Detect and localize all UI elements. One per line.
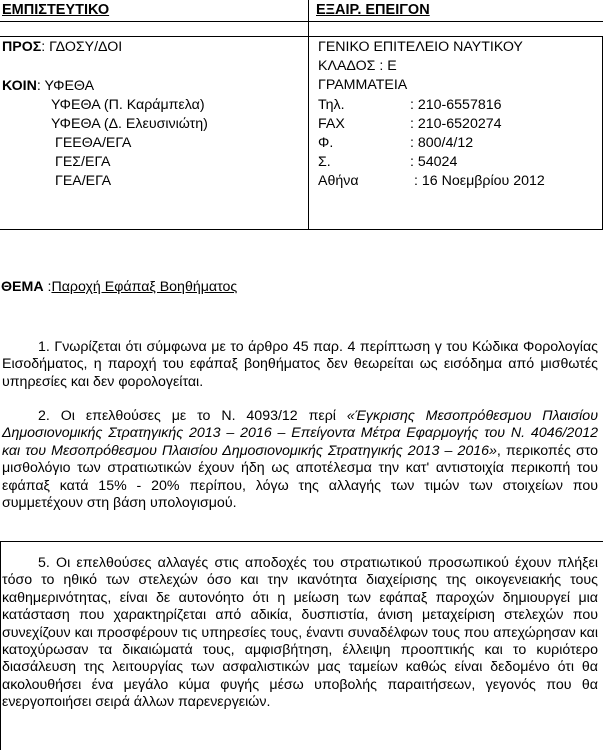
- fax-label: FAX: [318, 116, 345, 132]
- phone-label: Τηλ.: [318, 97, 345, 113]
- table-top-border: [0, 36, 603, 37]
- subject-text: Παροχή Εφάπαξ Βοηθήματος: [51, 279, 238, 295]
- phone-value: : 210-6557816: [410, 97, 502, 113]
- sender-org: ΓΕΝΙΚΟ ΕΠΙΤΕΛΕΙΟ ΝΑΥΤΙΚΟΥ: [318, 39, 523, 55]
- paragraph-text: Γνωρίζεται ότι σύμφωνα με το άρθρο 45 παρ. 4 περίπτωση γ του Κώδικα Φορολογίας Εισοδήματος, η παροχή του εφάπαξ βοηθήματος δεν θεωρείται ως εισόδημα από μισθωτές υπηρεσίες και δεν φορολογείται.: [2, 339, 598, 390]
- urgency-label: ΕΞΑΙΡ. ΕΠΕΙΓΟΝ: [316, 2, 430, 18]
- cc-line: [2, 77, 94, 96]
- classification-label: ΕΜΠΙΣΤΕΥΤΙΚΟ: [2, 2, 110, 18]
- paragraph-text: Οι επελθούσες με το Ν. 4093/12 περί: [49, 408, 347, 424]
- ref-label: Σ.: [318, 154, 331, 170]
- paragraph-number: 5.: [38, 555, 50, 571]
- to-value: : ΓΔΟΣΥ/ΔΟΙ: [41, 39, 123, 55]
- cc-item: : ΥΦΕΘΑ: [36, 78, 95, 94]
- paragraph-5: [2, 555, 598, 712]
- paragraph-text: Οι επελθούσες αλλαγές στις αποδοχές του στρατιωτικού προσωπικού έχουν πλήξει τόσο το ηθικό των στελεχών όσο και την ικανότητα διαχείρισης της οικογενειακής τους καθημερινότητας, είναι δε αυτονόητο ότι η μείωση των εφάπαξ παροχών δημιουργεί μια κατάσταση που χαρακτηρίζεται από αδικία, δυσπιστία, άνιση μεταχείριση στελεχών που συνεχίζουν και προσφέρουν τις υπηρεσίες τους, έναντι συναδέλφων τους που απεχώρησαν και κατοχύρωσαν τα δικαιώματά τους, αμφισβήτηση, έλλειψη προοπτικής και το κυριότερο διασάλευση της λειτουργίας των ασφαλιστικών μας ταμείων καθώς είναι δεδομένο ότι θα ακολουθήσει ένα μεγάλο κύμα φυγής μέσω υποβολής παραιτήσεων, γεγονός που θα ενεργοποιήσει σειρά άλλων παρενεργειών.: [2, 555, 598, 711]
- law-title: «Έγκρισης Μεσοπρόθεσμου Πλαισίου Δημοσιονομικής Στρατηγικής 2013 – 2016 – Επείγοντα Μέτρα Εφαρμογής του Ν. 4046/2012 και του Μεσοπρόθεσμου Πλαισίου Δημοσιονομικής Στρατηγικής 2013 – 2016»: [2, 408, 598, 459]
- cc-item: ΓΕΕΘΑ/ΕΓΑ: [55, 135, 132, 151]
- paragraph-text: , περικοπές στο μισθολόγιο των στρατιωτικών έχουν ήδη ως αποτέλεσμα την κατ' αντιστοιχία περικοπή του εφάπαξ κατά 15% - 20% περίπου, λόγω της αλλαγής των τιμών των στοιχείων που συμμετέχουν στη βάση υπολογισμού.: [2, 442, 598, 512]
- table-bottom-border: [0, 229, 603, 230]
- cc-item: ΥΦΕΘΑ (Δ. Ελευσινιώτη): [51, 116, 208, 132]
- subject-line: [1, 279, 237, 295]
- date-value: : 16 Νοεμβρίου 2012: [414, 173, 545, 189]
- cc-item: ΓΕΑ/ΕΓΑ: [55, 173, 112, 189]
- cc-item: ΥΦΕΘΑ (Π. Καράμπελα): [51, 97, 205, 113]
- paragraph-1: [2, 339, 598, 391]
- subject-label: ΘΕΜΑ: [1, 279, 44, 295]
- subject-separator: :: [43, 279, 52, 295]
- header-divider: [0, 21, 603, 22]
- paragraph-2: [2, 408, 598, 512]
- cc-label: ΚΟΙΝ: [2, 78, 37, 94]
- paragraph-number: 1.: [38, 339, 50, 355]
- file-label: Φ.: [318, 135, 334, 151]
- sender-office: ΓΡΑΜΜΑΤΕΙΑ: [318, 77, 408, 93]
- date-place-label: Αθήνα: [318, 173, 359, 189]
- column-divider: [308, 0, 309, 230]
- paragraph-number: 2.: [38, 408, 50, 424]
- cc-item: ΓΕΣ/ΕΓΑ: [55, 154, 111, 170]
- fax-value: : 210-6520274: [410, 116, 502, 132]
- to-label: ΠΡΟΣ: [2, 39, 42, 55]
- sender-branch: ΚΛΑΔΟΣ : Ε: [318, 58, 397, 74]
- section-left-border: [0, 541, 1, 750]
- ref-value: : 54024: [410, 154, 458, 170]
- section-divider: [0, 541, 603, 542]
- to-line: [2, 38, 122, 57]
- file-value: : 800/4/12: [410, 135, 474, 151]
